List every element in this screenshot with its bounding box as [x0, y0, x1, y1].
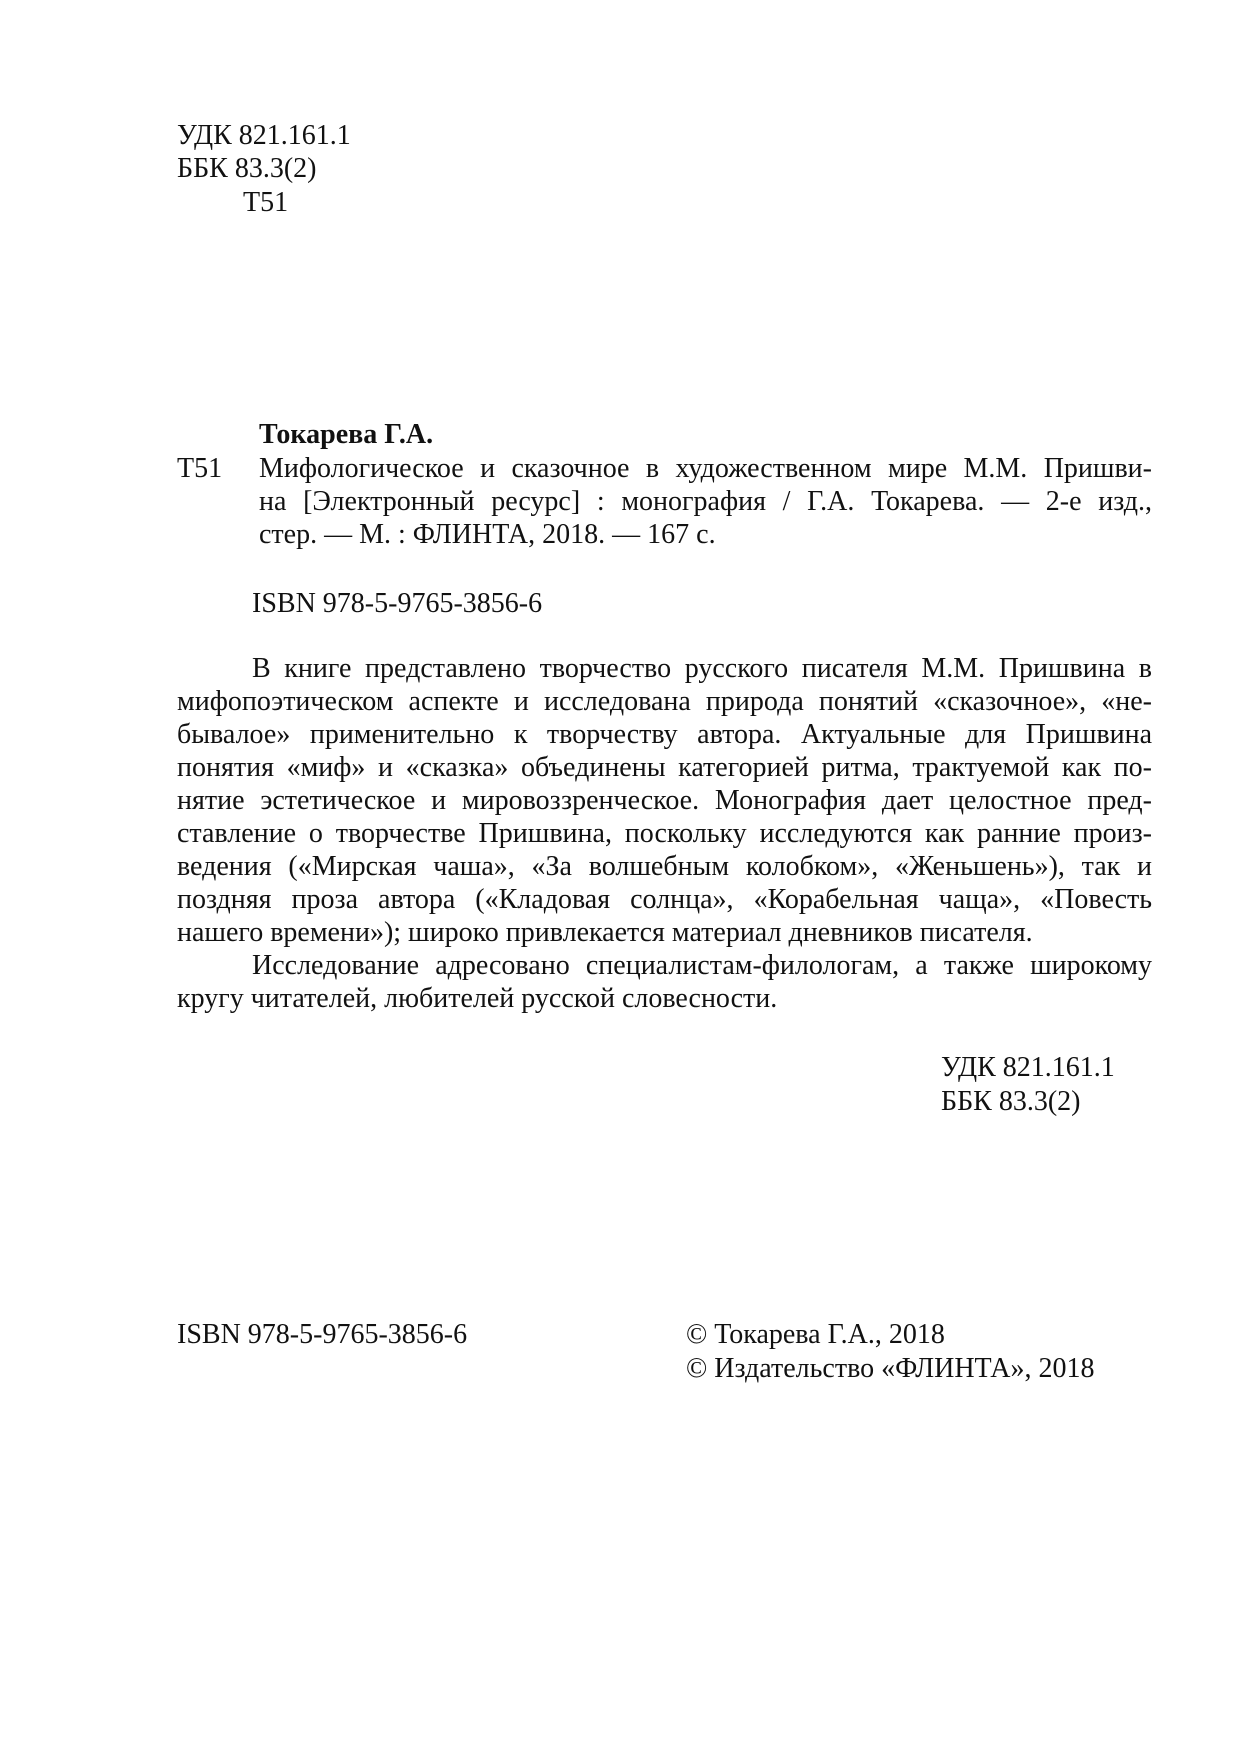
record-isbn: ISBN 978-5-9765-3856-6: [252, 588, 543, 619]
footer-isbn: ISBN 978-5-9765-3856-6: [177, 1319, 468, 1350]
bottom-bbk-code: ББК 83.3(2): [941, 1086, 1081, 1117]
record-author: Токарева Г.А.: [259, 419, 434, 450]
annotation-line: кругу читателей, любителей русской словесности.: [177, 983, 778, 1014]
annotation: [177, 652, 1152, 1015]
copyright-publisher: © Издательство «ФЛИНТА», 2018: [686, 1353, 1095, 1384]
bibliographic-description: [259, 452, 1152, 551]
annotation-line: В книге представлено творчество русского писателя М.М. Пришвина в: [252, 653, 1152, 684]
annotation-line: поздняя проза автора («Кладовая солнца», «Корабельная чаща», «Повесть: [177, 884, 1152, 915]
annotation-line: нятие эстетическое и мировоззренческое. Монография дает целостное пред-: [177, 785, 1152, 816]
top-bbk-code: ББК 83.3(2): [177, 153, 317, 184]
annotation-line: мифопоэтическом аспекте и исследована природа понятий «сказочное», «не-: [177, 686, 1152, 717]
record-line: Мифологическое и сказочное в художественном мире М.М. Пришви-: [259, 453, 1152, 484]
record-line: на [Электронный ресурс] : монография / Г.А. Токарева. — 2-е изд.,: [259, 486, 1152, 517]
annotation-line: бывалое» применительно к творчеству автора. Актуальные для Пришвина: [177, 719, 1152, 750]
record-author-mark: Т51: [177, 453, 223, 484]
top-author-mark: Т51: [243, 187, 289, 218]
copyright-author: © Токарева Г.А., 2018: [686, 1319, 945, 1350]
record-line: стер. — М. : ФЛИНТА, 2018. — 167 с.: [259, 519, 716, 550]
annotation-line: Исследование адресовано специалистам-филологам, а также широкому: [252, 950, 1152, 981]
annotation-line: ставление о творчестве Пришвина, поскольку исследуются как ранние произ-: [177, 818, 1152, 849]
annotation-line: ведения («Мирская чаша», «За волшебным колобком», «Женьшень»), так и: [177, 851, 1152, 882]
annotation-line: нашего времени»); широко привлекается материал дневников писателя.: [177, 917, 1033, 948]
bottom-udk-code: УДК 821.161.1: [941, 1052, 1115, 1083]
annotation-line: понятия «миф» и «сказка» объединены категорией ритма, трактуемой как по-: [177, 752, 1152, 783]
top-udk-code: УДК 821.161.1: [177, 120, 351, 151]
